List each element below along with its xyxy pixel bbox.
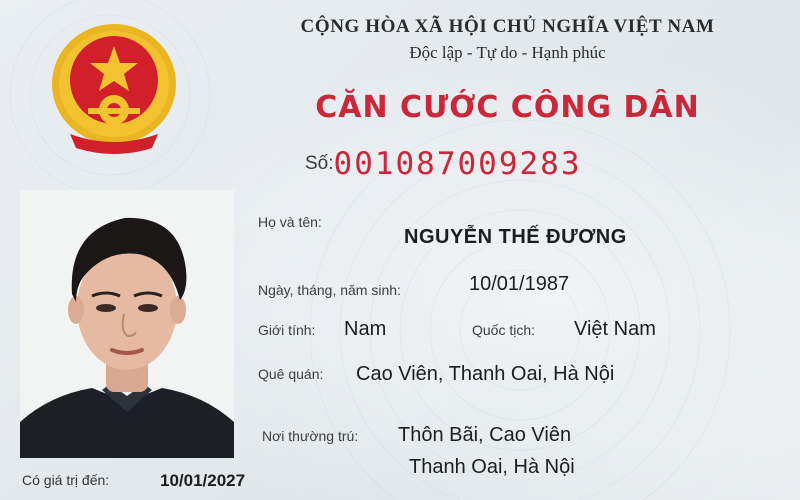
hometown-label: Quê quán: [258,366,324,382]
country-name: CỘNG HÒA XÃ HỘI CHỦ NGHĨA VIỆT NAM [300,16,715,37]
id-number-label: Số: [305,153,334,174]
id-number: 001087009283 [333,146,582,182]
card-title: CĂN CƯỚC CÔNG DÂN [315,90,700,125]
portrait-figure [20,190,234,458]
portrait-photo [20,190,234,458]
dob-label: Ngày, tháng, năm sinh: [258,282,401,298]
card-header [235,14,780,63]
date-of-birth: 10/01/1987 [469,273,570,295]
residence-label: Nơi thường trú: [262,428,359,444]
national-motto: Độc lập - Tự do - Hạnh phúc [409,43,606,62]
id-number-row [305,146,582,182]
national-emblem-icon [48,22,180,162]
residence-line-1: Thôn Bãi, Cao Viên [398,424,572,446]
nationality-label: Quốc tịch: [472,322,536,338]
residence-line-2: Thanh Oai, Hà Nội [409,456,575,478]
expiry-label: Có giá trị đến: [22,472,110,488]
sex-label: Giới tính: [258,322,316,338]
expiry-date: 10/01/2027 [160,471,246,490]
hometown-value: Cao Viên, Thanh Oai, Hà Nội [356,363,615,385]
full-name: NGUYỄN THẾ ĐƯƠNG [404,226,627,248]
sex-value: Nam [344,318,387,340]
nationality-value: Việt Nam [574,318,656,340]
name-label: Họ và tên: [258,214,322,230]
